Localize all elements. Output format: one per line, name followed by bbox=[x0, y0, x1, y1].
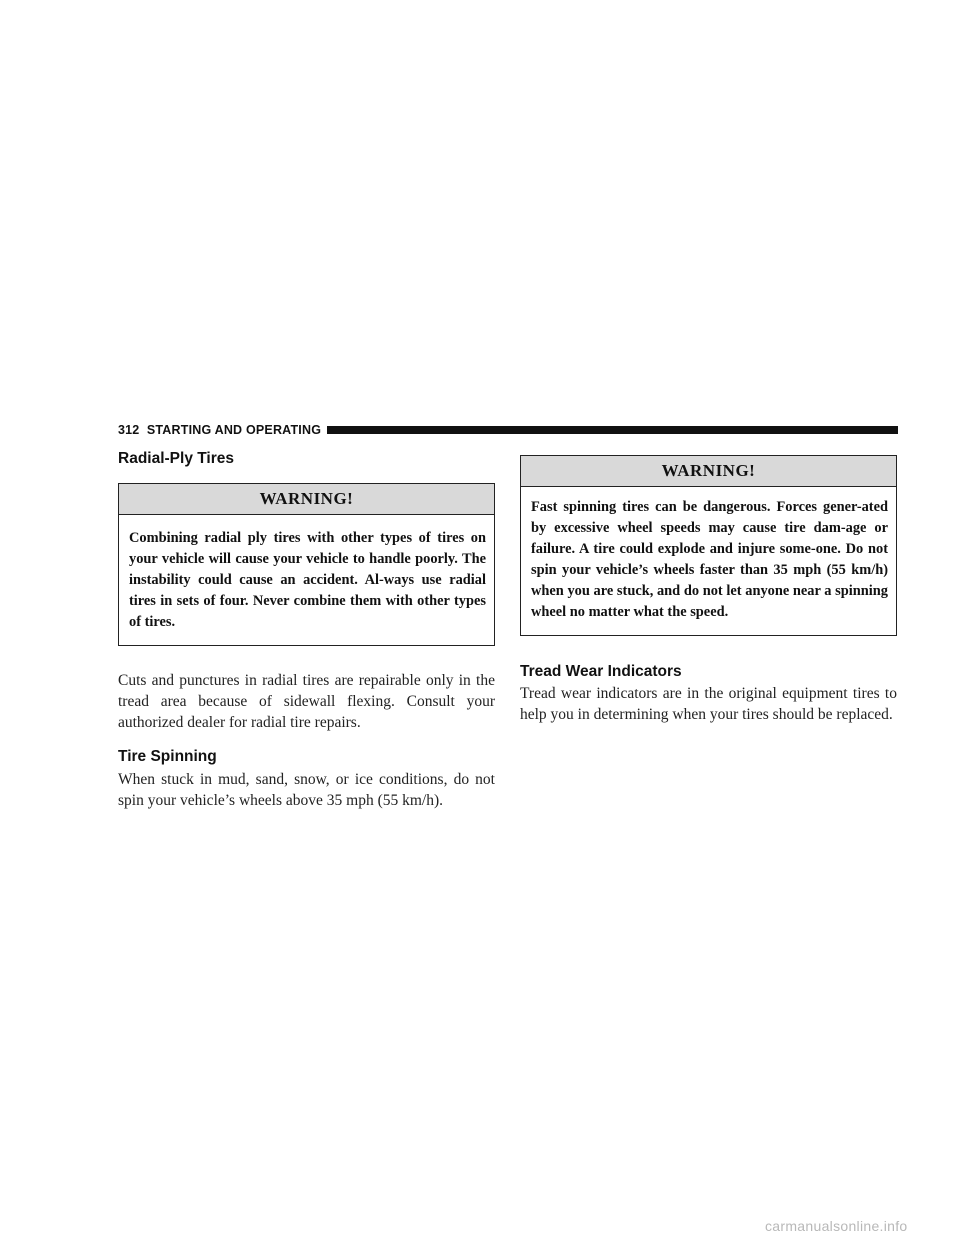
radial-paragraph: Cuts and punctures in radial tires are repairable only in the tread area because of sidewall flexing. Consult your authorized dealer for radial tire repairs. bbox=[118, 672, 495, 731]
header-rule bbox=[327, 426, 898, 434]
left-column bbox=[118, 450, 495, 811]
page-number-and-section bbox=[118, 423, 321, 437]
page-header bbox=[118, 422, 898, 438]
warning-body: Fast spinning tires can be dangerous. Forces gener-ated by excessive wheel speeds may cause tire dam-age or failure. A tire could explode and injure some-one. Do not spin your vehicle’s wheels faster than 35 mph (55 km/h) when you are stuck, and do not let anyone near a spinning wheel no matter what the speed. bbox=[531, 499, 888, 620]
warning-title: WARNING! bbox=[521, 456, 896, 487]
tire-spinning-paragraph: When stuck in mud, sand, snow, or ice conditions, do not spin your vehicle’s wheels above 35 mph (55 km/h). bbox=[118, 771, 495, 809]
radial-ply-heading: Radial-Ply Tires bbox=[118, 450, 235, 467]
page-number: 312 bbox=[118, 423, 140, 437]
warning-box-radial bbox=[118, 483, 495, 646]
tire-spinning-heading: Tire Spinning bbox=[118, 748, 217, 765]
warning-box-spinning bbox=[520, 455, 897, 636]
watermark: carmanualsonline.info bbox=[765, 1218, 908, 1234]
tread-wear-heading: Tread Wear Indicators bbox=[520, 663, 682, 680]
right-column bbox=[520, 455, 897, 725]
tread-wear-paragraph: Tread wear indicators are in the original equipment tires to help you in determining when your tires should be replaced. bbox=[520, 685, 897, 723]
section-title: STARTING AND OPERATING bbox=[146, 423, 322, 437]
warning-body: Combining radial ply tires with other types of tires on your vehicle will cause your vehicle to handle poorly. The instability could cause an accident. Al-ways use radial tires in sets of four. Never combine them with other types of tires. bbox=[129, 530, 486, 630]
warning-title: WARNING! bbox=[119, 484, 494, 515]
